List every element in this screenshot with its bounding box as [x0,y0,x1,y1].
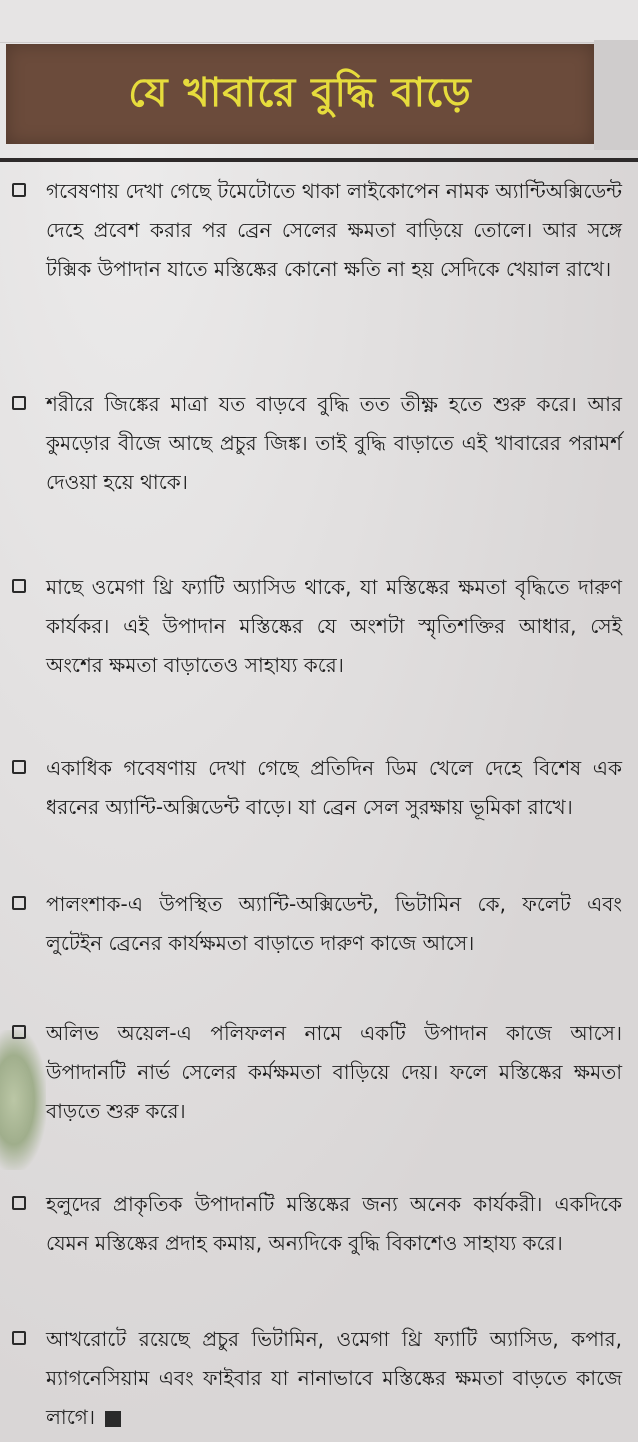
list-item-text-content: আখরোটে রয়েছে প্রচুর ভিটামিন, ওমেগা থ্রি ফ্যাটি অ্যাসিড, কপার, ম্যাগনেসিয়াম এবং ফাইবার যা নানাভাবে মস্তিষ্কের ক্ষমতা বাড়তে কাজে লাগে। [46,1327,622,1429]
list-item [10,1185,622,1263]
top-margin [0,0,638,43]
header-rule [0,158,638,162]
checkbox-bullet-icon [12,896,26,910]
list-item [10,385,622,502]
list-item [10,568,622,685]
header-side-shade [594,40,638,150]
list-item-text: মাছে ওমেগা থ্রি ফ্যাটি অ্যাসিড থাকে, যা মস্তিষ্কের ক্ষমতা বৃদ্ধিতে দারুণ কার্যকর। এই উপাদান মস্তিষ্কের যে অংশটা স্মৃতিশক্তির আধার, সেই অংশের ক্ষমতা বাড়াতেও সাহায্য করে। [46,575,622,677]
checkbox-bullet-icon [12,1331,26,1345]
checkbox-bullet-icon [12,1025,26,1039]
list-item-text [10,1320,622,1437]
headline: যে খাবারে বুদ্ধি বাড়ে [128,69,472,116]
list-item-text: হলুদের প্রাকৃতিক উপাদানটি মস্তিষ্কের জন্য অনেক কার্যকরী। একদিকে যেমন মস্তিষ্কের প্রদাহ কমায়, অন্যদিকে বুদ্ধি বিকাশেও সাহায্য করে। [46,1192,622,1255]
list-item [10,172,622,289]
list-item-text: শরীরে জিঙ্কের মাত্রা যত বাড়বে বুদ্ধি তত তীক্ষ্ণ হতে শুরু করে। আর কুমড়োর বীজে আছে প্রচুর জিঙ্ক। তাই বুদ্ধি বাড়াতে এই খাবারের পরামর্শ দেওয়া হয়ে থাকে। [46,392,622,494]
list-item-text: পালংশাক-এ উপস্থিত অ্যান্টি-অক্সিডেন্ট, ভিটামিন কে, ফলেট এবং লুটেইন ব্রেনের কার্যক্ষমতা বাড়াতে দারুণ কাজে আসে। [46,892,622,955]
list-item [10,1320,622,1437]
checkbox-bullet-icon [12,579,26,593]
list-item [10,1014,622,1131]
list-item-text: একাধিক গবেষণায় দেখা গেছে প্রতিদিন ডিম খেলে দেহে বিশেষ এক ধরনের অ্যান্টি-অক্সিডেন্ট বাড়ে। যা ব্রেন সেল সুরক্ষায় ভূমিকা রাখে। [46,756,622,819]
checkbox-bullet-icon [12,396,26,410]
headline-banner [6,44,594,144]
checkbox-bullet-icon [12,1196,26,1210]
list-item [10,749,622,827]
checkbox-bullet-icon [12,760,26,774]
checkbox-bullet-icon [12,183,26,197]
list-item [10,885,622,963]
end-of-article-mark [105,1411,121,1427]
list-item-text: অলিভ অয়েল-এ পলিফলন নামে একটি উপাদান কাজে আসে। উপাদানটি নার্ভ সেলের কর্মক্ষমতা বাড়িয়ে দেয়। ফলে মস্তিষ্কের ক্ষমতা বাড়তে শুরু করে। [46,1021,622,1123]
list-item-text: গবেষণায় দেখা গেছে টমেটোতে থাকা লাইকোপেন নামক অ্যান্টিঅক্সিডেন্ট দেহে প্রবেশ করার পর ব্রেন সেলের ক্ষমতা বাড়িয়ে তোলে। আর সঙ্গে টক্সিক উপাদান যাতে মস্তিষ্কের কোনো ক্ষতি না হয় সেদিকে খেয়াল রাখে। [46,179,622,281]
